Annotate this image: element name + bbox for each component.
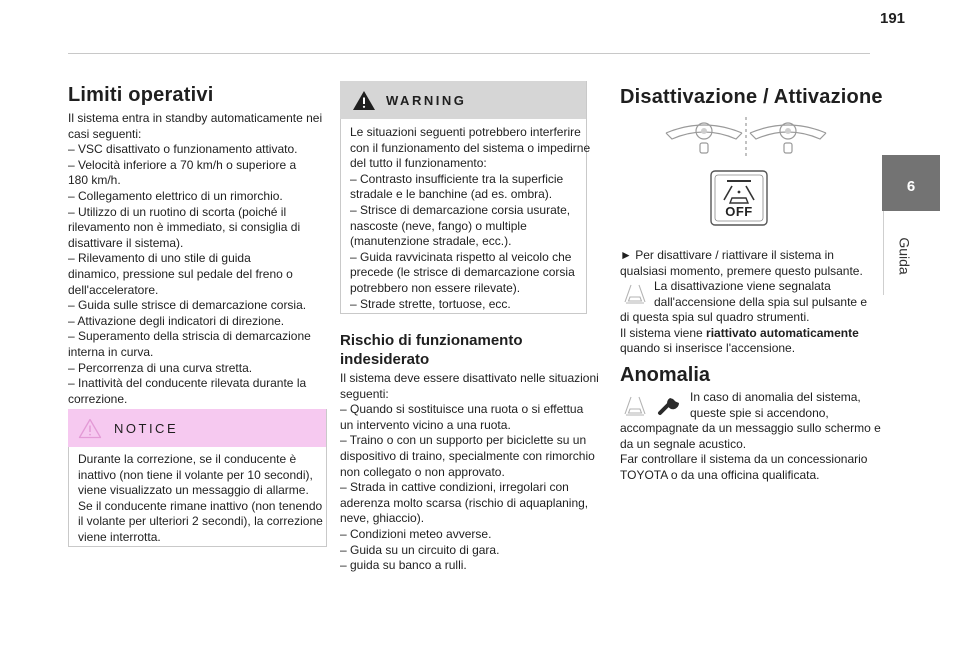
text-line: dinamico, pressione sul pedale del freno o <box>68 266 293 281</box>
text-line: – Condizioni meteo avverse. <box>340 526 492 541</box>
notice-text <box>78 452 323 546</box>
chapter-tab[interactable]: 6 <box>882 155 940 211</box>
operating-limits-text <box>68 111 330 407</box>
section-title-anomaly: Anomalia <box>620 364 711 386</box>
text-line: – Contrasto insufficiente tra la superficie <box>350 171 564 186</box>
text-line: – Strade strette, tortuose, ecc. <box>350 296 511 311</box>
deactivation-indicator-text <box>654 279 884 310</box>
deactivation-instructions <box>620 248 882 279</box>
steering-wheel-icon <box>664 113 828 161</box>
text-line: di questa spia sul quadro strumenti. <box>620 310 810 324</box>
text-line: neve, ghiaccio). <box>340 511 425 526</box>
wrench-icon <box>656 389 684 417</box>
anomaly-text <box>620 421 882 483</box>
warning-text <box>350 125 591 312</box>
text-line: 180 km/h. <box>68 173 121 188</box>
text-line: – Quando si sostituisce una ruota o si effettua <box>340 402 584 417</box>
text-line: – Traino o con un supporto per biciclette su un <box>340 433 587 448</box>
section-title-deactivation: Disattivazione / Attivazione <box>620 86 883 108</box>
text-line: In caso di anomalia del sistema, <box>690 390 861 404</box>
text-line: – Strada in cattive condizioni, irregolari con <box>340 480 569 495</box>
text-line: inattivo (non tiene il volante per 10 secondi), <box>78 467 313 482</box>
text-line: La disattivazione viene segnalata <box>654 279 831 293</box>
heading-line: Rischio di funzionamento <box>340 332 523 349</box>
text-line: interna in curva. <box>68 344 154 359</box>
text-line: – guida su banco a rulli. <box>340 558 467 573</box>
text-line: rilevamento non è immediato, si consiglia di <box>68 220 301 235</box>
text-line: – Superamento della striscia di demarcazione <box>68 329 311 344</box>
text-line: stradale e le banchine (ad es. ombra). <box>350 187 553 202</box>
text-line: – Attivazione degli indicatori di direzione. <box>68 313 285 328</box>
text-line: del tutto il funzionamento: <box>350 156 487 171</box>
text-line: – Strisce di demarcazione corsia usurate, <box>350 202 571 217</box>
text-line: casi seguenti: <box>68 126 142 141</box>
text-line: – Rilevamento di uno stile di guida <box>68 251 251 266</box>
text-line: disattivare il sistema). <box>68 235 184 250</box>
text-line: viene visualizzato un messaggio di allarme. <box>78 483 309 498</box>
text-line: correzione. <box>68 391 128 406</box>
warning-title: WARNING <box>386 93 467 108</box>
caution-triangle-icon <box>78 418 102 439</box>
text-line: Far controllare il sistema da un concessionario <box>620 452 868 467</box>
chapter-label <box>896 230 920 290</box>
text-line: – Collegamento elettrico di un rimorchio. <box>68 188 283 203</box>
text-line: – Velocità inferiore a 70 km/h o superiore a <box>68 157 297 172</box>
text-line: Durante la correzione, se il conducente è <box>78 452 297 466</box>
text-line: un intervento vicino a una ruota. <box>340 417 511 432</box>
text-line: (manutenzione stradale, ecc.). <box>350 234 512 249</box>
text-line: Il sistema deve essere disattivato nelle situazioni <box>340 371 599 385</box>
text-line: – Percorrenza di una curva stretta. <box>68 360 253 375</box>
reactivation-text <box>620 310 882 357</box>
text-line: con il funzionamento del sistema o impedirne <box>350 140 591 155</box>
heading-line: indesiderato <box>340 351 430 368</box>
text-line: – Guida ravvicinata rispetto al veicolo che <box>350 249 572 264</box>
text-line: dall'accensione della spia sul pulsante e <box>654 294 868 309</box>
text-line: – Guida su un circuito di gara. <box>340 542 500 557</box>
text-line <box>620 326 882 342</box>
page-number: 191 <box>880 10 906 27</box>
text-fragment: Il sistema viene <box>620 325 707 340</box>
text-line: – Inattività del conducente rilevata durante la <box>68 376 307 391</box>
text-line: Le situazioni seguenti potrebbero interferire <box>350 125 581 139</box>
text-line: dell'acceleratore. <box>68 282 159 297</box>
text-line: queste spie si accendono, <box>690 405 829 420</box>
section-title-unwanted-operation <box>340 331 523 369</box>
text-line: qualsiasi momento, premere questo pulsante. <box>620 263 863 278</box>
text-line: nascoste (neve, fango) o multiple <box>350 218 527 233</box>
text-line: aderenza molto scarsa (rischio di aquaplaning, <box>340 495 589 510</box>
anomaly-indented-text <box>690 390 890 421</box>
text-line: Il sistema entra in standby automaticamente nei <box>68 111 323 125</box>
text-line: TOYOTA o da una officina qualificata. <box>620 467 820 482</box>
emphasis-text: riattivato automaticamente <box>706 325 859 340</box>
text-line: Se il conducente rimane inattivo (non tenendo <box>78 498 323 513</box>
text-line: ► Per disattivare / riattivare il sistema in <box>620 248 834 262</box>
text-line: – Guida sulle strisce di demarcazione corsia. <box>68 298 307 313</box>
notice-title: NOTICE <box>114 421 179 436</box>
text-line: quando si inserisce l'accensione. <box>620 341 796 356</box>
text-line: accompagnate da un messaggio sullo schermo e <box>620 421 881 435</box>
lane-assist-off-button[interactable] <box>710 170 768 226</box>
lane-departure-warning-light-icon <box>622 282 648 304</box>
text-line: – Utilizzo di un ruotino di scorta (poiché il <box>68 204 287 219</box>
text-line: da un segnale acustico. <box>620 436 747 451</box>
lane-warning-light-icon <box>622 394 648 416</box>
text-line: – VSC disattivato o funzionamento attivato. <box>68 142 298 157</box>
text-line: non collegato o non approvato. <box>340 464 505 479</box>
text-line: viene interrotta. <box>78 529 161 544</box>
text-line: potrebbero non essere rilevate). <box>350 280 521 295</box>
notice-header <box>68 409 326 447</box>
text-line: dispositivo di traino, specialmente con rimorchio <box>340 448 595 463</box>
text-line: seguenti: <box>340 386 389 401</box>
chapter-label-text: Guida <box>896 237 913 275</box>
section-title-operating-limits: Limiti operativi <box>68 84 214 106</box>
header-divider <box>68 53 870 54</box>
off-button-label: OFF <box>725 204 753 219</box>
text-line: precede (le strisce di demarcazione corsia <box>350 265 575 280</box>
unwanted-operation-text <box>340 371 599 574</box>
text-line: il volante per ulteriori 2 secondi), la correzione <box>78 514 323 529</box>
warning-triangle-icon <box>352 90 376 111</box>
